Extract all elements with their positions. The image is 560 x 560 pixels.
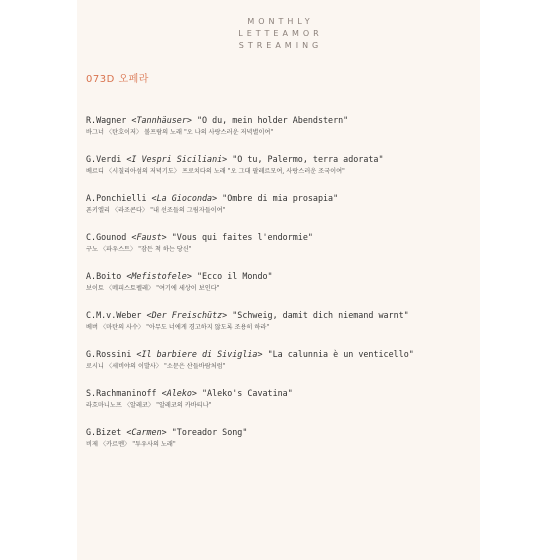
repertoire-item: [86, 387, 476, 426]
aria-title: "Ombre di mia prosapia": [222, 193, 339, 203]
aria-title: "O du, mein holder Abendstern": [196, 115, 349, 125]
repertoire-item: [86, 426, 476, 465]
korean-translation: 구노 〈파우스트〉 "잠든 척 하는 당신": [86, 246, 192, 253]
bracket-close: >: [257, 349, 268, 359]
bracket-close: >: [161, 232, 172, 242]
opera-title: I Vespri Siciliani: [131, 154, 223, 164]
composer-name: G.Bizet: [86, 427, 122, 437]
composer-name: A.Boito: [86, 271, 122, 281]
section-number: 073: [86, 74, 107, 85]
aria-title: "Schweig, damit dich niemand warnt": [232, 310, 409, 320]
korean-translation: 폰키엘리 〈라조콘다〉 "내 선조들의 그림자들이여": [86, 207, 226, 214]
aria-title: "La calunnia è un venticello": [267, 349, 414, 359]
opera-title: Der Freischütz: [151, 310, 223, 320]
opera-title: Tannhäuser: [136, 115, 187, 125]
repertoire-item: [86, 270, 476, 309]
bracket-close: >: [222, 154, 233, 164]
piece-title: [86, 426, 476, 438]
repertoire-item: [86, 348, 476, 387]
aria-title: "Toreador Song": [171, 427, 248, 437]
opera-title: La Gioconda: [156, 193, 213, 203]
bracket-open: <: [156, 388, 167, 398]
bracket-open: <: [121, 427, 132, 437]
bracket-open: <: [121, 271, 132, 281]
bracket-close: >: [191, 388, 202, 398]
bracket-close: >: [212, 193, 223, 203]
korean-translation: 베버 〈마탄의 사수〉 "아무도 너에게 경고하지 않도록 조용히 하라": [86, 324, 270, 331]
bracket-close: >: [186, 115, 197, 125]
piece-title: [86, 348, 476, 360]
piece-title: [86, 192, 476, 204]
opera-title: Aleko: [166, 388, 192, 398]
repertoire-list: [86, 114, 476, 465]
korean-translation: 비제 〈카르멘〉 "투우사의 노래": [86, 441, 176, 448]
masthead-line: STREAMING: [238, 41, 323, 50]
piece-title: [86, 309, 476, 321]
opera-title: Carmen: [131, 427, 162, 437]
piece-title: [86, 114, 476, 126]
korean-translation: 바그너 〈탄호이저〉 볼프람의 노래 "오 나의 사랑스러운 저녁별이여": [86, 129, 274, 136]
bracket-close: >: [222, 310, 233, 320]
repertoire-item: [86, 192, 476, 231]
bracket-close: >: [186, 271, 197, 281]
composer-name: R.Wagner: [86, 115, 127, 125]
aria-title: "Vous qui faites l'endormie": [171, 232, 313, 242]
bracket-open: <: [146, 193, 157, 203]
bracket-close: >: [161, 427, 172, 437]
letter-page: [77, 0, 480, 560]
korean-translation: 로시니 〈세비야의 이발사〉 "소문은 산들바람처럼": [86, 363, 226, 370]
opera-title: Il barbiere di Siviglia: [141, 349, 258, 359]
piece-title: [86, 270, 476, 282]
composer-name: S.Rachmaninoff: [86, 388, 157, 398]
composer-name: C.Gounod: [86, 232, 127, 242]
composer-name: C.M.v.Weber: [86, 310, 142, 320]
repertoire-item: [86, 153, 476, 192]
opera-title: Mefistofele: [131, 271, 187, 281]
bracket-open: <: [121, 154, 132, 164]
opera-title: Faust: [136, 232, 162, 242]
korean-translation: 보이토 〈메피스토펠레〉 "여기에 세상이 보인다": [86, 285, 220, 292]
aria-title: "Aleko's Cavatina": [202, 388, 293, 398]
korean-translation: 라흐마니노프 〈알레코〉 "알레코의 카바티나": [86, 402, 212, 409]
composer-name: G.Rossini: [86, 349, 132, 359]
repertoire-item: [86, 309, 476, 348]
composer-name: A.Ponchielli: [86, 193, 147, 203]
bracket-open: <: [126, 232, 137, 242]
korean-translation: 베르디 〈시칠리아섬의 저녁기도〉 프로치다의 노래 "오 그대 팔레르모여, 사랑스러운 조국이여": [86, 168, 345, 175]
bracket-open: <: [126, 115, 137, 125]
repertoire-item: [86, 114, 476, 153]
piece-title: [86, 387, 476, 399]
section-name: D 오페라: [106, 74, 149, 85]
masthead-line: LETTEAMOR: [238, 29, 323, 38]
piece-title: [86, 153, 476, 165]
piece-title: [86, 231, 476, 243]
bracket-open: <: [131, 349, 142, 359]
aria-title: "Ecco il Mondo": [196, 271, 273, 281]
bracket-open: <: [141, 310, 152, 320]
repertoire-item: [86, 231, 476, 270]
masthead-line: MONTHLY: [247, 17, 314, 26]
masthead: [77, 16, 480, 52]
aria-title: "O tu, Palermo, terra adorata": [232, 154, 384, 164]
section-title: [86, 70, 149, 85]
composer-name: G.Verdi: [86, 154, 122, 164]
